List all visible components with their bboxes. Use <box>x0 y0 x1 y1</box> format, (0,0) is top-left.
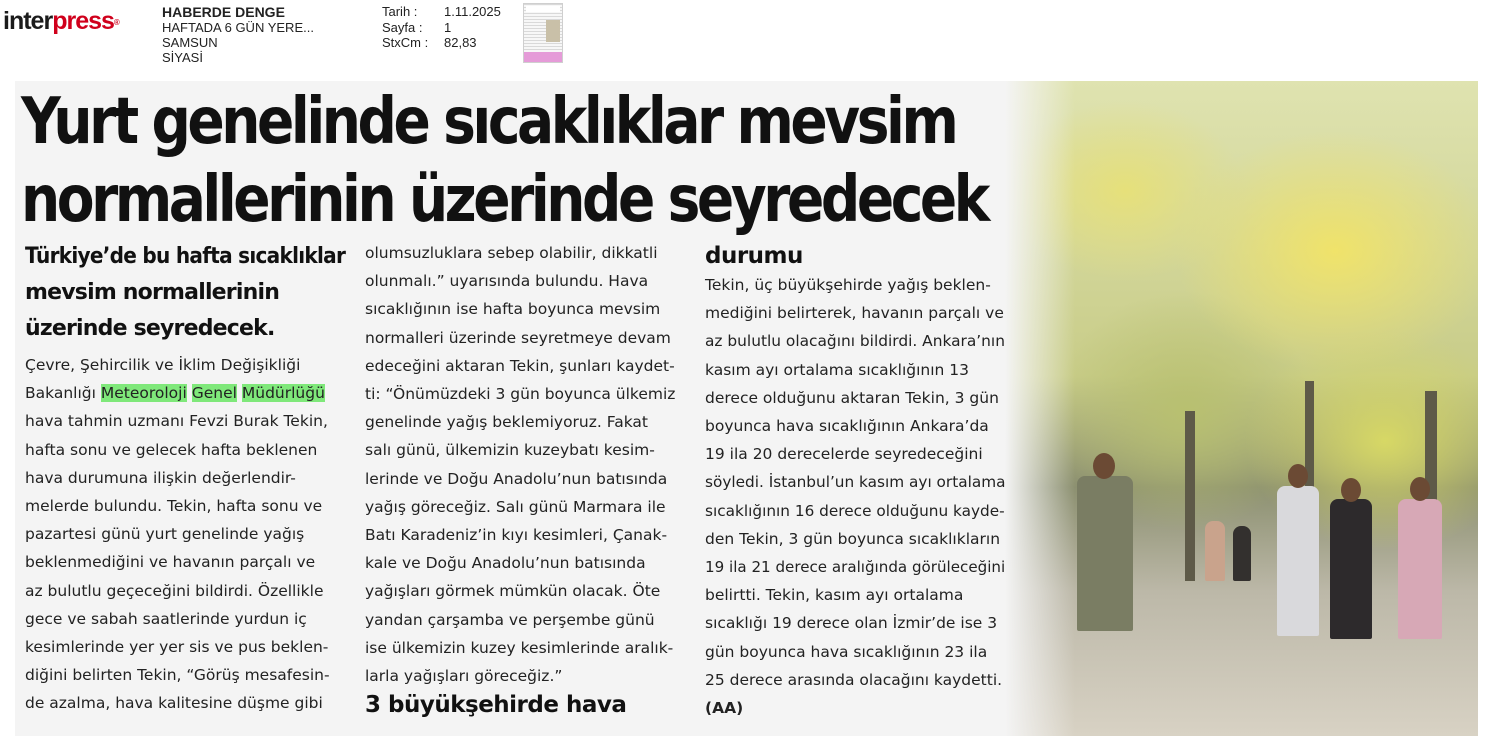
pedestrian <box>1330 499 1372 639</box>
body-line: sıcaklığının ise hafta boyunca mevsim <box>365 300 661 319</box>
meta-value: 1.11.2025 <box>444 4 501 19</box>
pedestrian <box>1233 526 1251 581</box>
body-line: yandan çarşamba ve perşembe günü <box>365 610 655 629</box>
subheading: durumu <box>705 243 803 269</box>
page-thumbnail[interactable] <box>523 3 563 63</box>
body-line: söyledi. İstanbul’un kasım ayı ortalama <box>705 473 1006 492</box>
body-line: den Tekin, 3 gün boyunca sıcaklıkların <box>705 529 1001 548</box>
source-line: HAFTADA 6 GÜN YERE... <box>162 20 314 35</box>
body-line: derece olduğunu aktaran Tekin, 3 gün <box>705 388 999 407</box>
pedestrian-head <box>1410 477 1430 501</box>
body-line: olumsuzluklara sebep olabilir, dikkatli <box>365 244 658 262</box>
body-line: normalleri üzerinde seyretmeye devam <box>365 328 671 347</box>
column-2 <box>365 239 675 720</box>
keyword-highlight: Müdürlüğü <box>241 384 325 403</box>
thumbnail-photo <box>546 20 560 42</box>
body-line: belirtti. Tekin, kasım ayı ortalama <box>705 586 964 605</box>
column-1 <box>25 351 330 718</box>
body-line-highlighted: Bakanlığı Meteoroloji Genel Müdürlüğü <box>25 384 325 403</box>
headline <box>21 83 987 239</box>
keyword-highlight: Meteoroloji <box>100 384 187 403</box>
body-line: hafta sonu ve gelecek hafta beklenen <box>25 440 318 459</box>
body-line: edeceğini aktaran Tekin, şunları kaydet- <box>365 356 675 375</box>
lead-line: mevsim normallerinin <box>25 280 280 305</box>
body-line: hava tahmin uzmanı Fevzi Burak Tekin, <box>25 412 328 431</box>
pedestrian <box>1205 521 1225 581</box>
meta-key: StxCm : <box>382 35 429 50</box>
body-line: gece ve sabah saatlerinde yurdun iç <box>25 609 307 628</box>
body-line: 19 ila 20 derecelerde seyredeceğini <box>705 445 983 464</box>
lead-line: Türkiye’de bu hafta sıcaklıklar <box>25 244 346 269</box>
pedestrian <box>1398 499 1442 639</box>
body-line: yağış göreceğiz. Salı günü Marmara ile <box>365 497 666 516</box>
body-line: mediğini belirterek, havanın parçalı ve <box>705 304 1004 323</box>
clip-metadata <box>382 4 501 51</box>
body-line: lerinde ve Doğu Anadolu’nun batısında <box>365 469 668 488</box>
news-clipping <box>15 81 1478 736</box>
body-line: Tekin, üç büyükşehirde yağış beklen- <box>705 276 991 294</box>
keyword-highlight: Genel <box>191 384 237 403</box>
column-3 <box>705 241 1013 722</box>
pedestrian <box>1077 476 1133 631</box>
source-name: HABERDE DENGE <box>162 4 285 20</box>
autumn-park-photo <box>1005 81 1478 736</box>
body-line: ti: “Önümüzdeki 3 gün boyunca ülkemiz <box>365 385 676 404</box>
body-line: olunmalı.” uyarısında bulundu. Hava <box>365 272 649 291</box>
meta-value: 82,83 <box>444 35 477 50</box>
body-line: az bulutlu geçeceğini bildirdi. Özellikle <box>25 581 324 600</box>
thumbnail-highlight <box>524 52 562 62</box>
pedestrian-head <box>1288 464 1308 488</box>
body-line: Batı Karadeniz’in kıyı kesimleri, Çanak- <box>365 526 668 545</box>
body-line: de azalma, hava kalitesine düşme gibi <box>25 694 323 713</box>
meta-key: Sayfa : <box>382 19 423 35</box>
headline-line: normallerinin üzerinde seyredecek <box>21 163 987 237</box>
body-line: salı günü, ülkemizin kuzeybatı kesim- <box>365 441 655 460</box>
body-line: kasım ayı ortalama sıcaklığının 13 <box>705 360 970 379</box>
source-line: SİYASİ <box>162 50 203 65</box>
source-line: SAMSUN <box>162 35 218 50</box>
source-info <box>162 5 314 65</box>
body-line: sıcaklığının 16 derece olduğunu kayde- <box>705 501 1005 520</box>
photo-fade <box>1005 81 1075 736</box>
body-line: yağışları görmek mümkün olacak. Öte <box>365 582 661 601</box>
body-line: Çevre, Şehircilik ve İklim Değişikliği <box>25 356 301 374</box>
body-line: pazartesi günü yurt genelinde yağış <box>25 525 305 544</box>
body-line: kale ve Doğu Anadolu’nun batısında <box>365 554 646 573</box>
body-line: 19 ila 21 derece aralığında görüleceğini <box>705 558 1006 577</box>
credit: (AA) <box>705 699 744 718</box>
body-line: kesimlerinde yer yer sis ve pus beklen- <box>25 638 329 657</box>
pedestrian <box>1277 486 1319 636</box>
body-line: larla yağışları göreceğiz.” <box>365 667 563 686</box>
lead-line: üzerinde seyredecek. <box>25 316 275 341</box>
body-line: 25 derece arasında olacağını kaydetti. <box>705 670 1003 689</box>
body-line: az bulutlu olacağını bildirdi. Ankara’nın <box>705 332 1005 351</box>
interpress-logo: interpress® <box>3 7 119 35</box>
body-line: gün boyunca hava sıcaklığının 23 ila <box>705 642 988 661</box>
body-line: sıcaklığı 19 derece olan İzmir’de ise 3 <box>705 614 998 633</box>
body-line: melerde bulundu. Tekin, hafta sonu ve <box>25 497 323 516</box>
body-line: diğini belirten Tekin, “Görüş mesafesin- <box>25 666 330 685</box>
body-line: ise ülkemizin kuzey kesimlerinde aralık- <box>365 638 674 657</box>
meta-value: 1 <box>444 19 452 35</box>
headline-line: Yurt genelinde sıcaklıklar mevsim <box>21 85 956 159</box>
body-line: beklenmediğini ve havanın parçalı ve <box>25 553 316 572</box>
meta-key: Tarih : <box>382 4 418 19</box>
body-line: boyunca hava sıcaklığının Ankara’da <box>705 417 989 436</box>
lead-paragraph <box>25 239 376 347</box>
pedestrian-head <box>1093 453 1115 479</box>
tree-trunk <box>1185 411 1195 581</box>
body-line: hava durumuna ilişkin değerlendir- <box>25 468 296 487</box>
subheading: 3 büyükşehirde hava <box>365 692 627 719</box>
pedestrian-head <box>1341 478 1361 502</box>
body-line: genelinde yağış beklemiyoruz. Fakat <box>365 413 649 432</box>
